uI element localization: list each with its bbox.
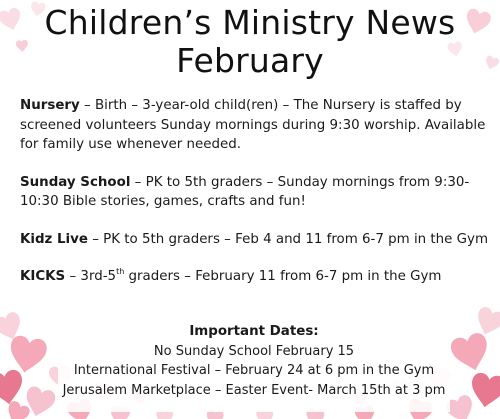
title-line-2: February xyxy=(176,41,324,80)
ordinal-suffix: th xyxy=(116,267,125,276)
important-date-item: International Festival – February 24 at 6 pm in the Gym xyxy=(73,363,435,378)
important-date-item: No Sunday School February 15 xyxy=(153,343,355,359)
entry-nursery xyxy=(20,96,488,155)
entry-label: Sunday School xyxy=(20,174,131,190)
ministry-list xyxy=(20,96,488,305)
important-dates-box xyxy=(58,322,450,412)
entry-label: KICKS xyxy=(20,269,66,284)
entry-text: – Birth – 3-year-old child(ren) – The Nursery is staffed by screened volunteers Sunday mornings during 9:30 worship. Available for family use whenever needed. xyxy=(20,98,486,152)
entry-kidz-live xyxy=(20,230,488,250)
entry-label: Nursery xyxy=(20,98,80,113)
entry-text: – PK to 5th graders – Sunday mornings from 9:30-10:30 Bible stories, games, crafts and fun! xyxy=(20,174,470,209)
entry-sunday-school xyxy=(20,173,488,212)
important-dates-heading: Important Dates: xyxy=(189,324,319,339)
title-line-1: Children’s Ministry News xyxy=(44,3,456,42)
entry-kicks xyxy=(20,267,488,287)
important-date-item: Jerusalem Marketplace – Easter Event- March 15th at 3 pm xyxy=(62,382,446,398)
entry-text: graders – February 11 from 6-7 pm in the Gym xyxy=(124,269,442,284)
entry-text: – PK to 5th graders – Feb 4 and 11 from 6-7 pm in the Gym xyxy=(87,231,488,247)
entry-label: Kidz Live xyxy=(20,231,88,247)
page-title xyxy=(0,4,500,80)
entry-text: – 3rd-5 xyxy=(65,269,117,284)
